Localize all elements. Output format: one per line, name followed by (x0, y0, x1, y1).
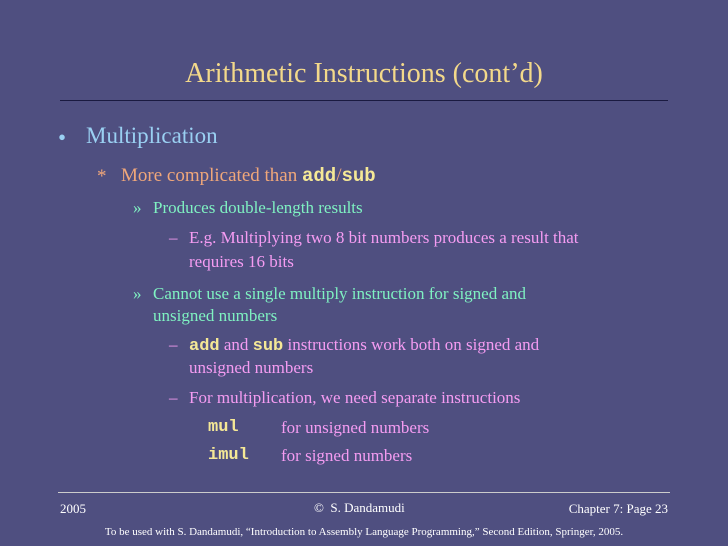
bullet-marker: » (133, 198, 142, 217)
bullet-marker: » (133, 284, 142, 303)
bullet-more-complicated (121, 165, 376, 187)
code-add: add (301, 165, 337, 187)
slide-title: Arithmetic Instructions (cont’d) (185, 58, 543, 89)
bullet-add-sub-line2: unsigned numbers (189, 358, 314, 377)
bullet-cannot-use-line2: unsigned numbers (153, 306, 278, 325)
copyright-icon: © (314, 500, 324, 515)
bullet-text: and (219, 335, 253, 354)
footer-author (314, 500, 405, 516)
bullet-marker: * (97, 166, 107, 187)
footer-note: To be used with S. Dandamudi, “Introduction to Assembly Language Programming,” Second Edition, Springer, 2005. (104, 526, 624, 538)
bullet-text: instructions work both on signed and (283, 335, 540, 354)
bullet-cannot-use-line1: Cannot use a single multiply instruction for signed and (153, 284, 527, 303)
code-sub: sub (341, 165, 376, 187)
bullet-multiplication: Multiplication (86, 123, 218, 148)
bullet-separate-instructions: For multiplication, we need separate instructions (189, 388, 521, 407)
code-sub: sub (252, 337, 284, 356)
bullet-add-sub-line1 (189, 335, 539, 356)
code-imul: imul (208, 446, 249, 465)
bullet-text: More complicated than (121, 165, 302, 186)
code-mul: mul (208, 418, 239, 437)
bullet-marker: • (58, 125, 67, 150)
title-divider (60, 100, 668, 101)
author-name: S. Dandamudi (330, 500, 405, 515)
code-add: add (189, 337, 220, 356)
slash: / (336, 165, 342, 186)
bullet-marker: – (169, 388, 178, 407)
footer-divider (58, 492, 670, 493)
bullet-marker: – (169, 228, 178, 247)
footer-year: 2005 (60, 501, 86, 516)
imul-description: for signed numbers (281, 446, 413, 465)
footer-page-number: Chapter 7: Page 23 (568, 501, 668, 516)
bullet-double-length: Produces double-length results (153, 198, 363, 217)
bullet-marker: – (169, 335, 178, 354)
bullet-example-line1: E.g. Multiplying two 8 bit numbers produces a result that (189, 228, 579, 247)
mul-description: for unsigned numbers (281, 418, 430, 437)
bullet-example-line2: requires 16 bits (189, 252, 294, 271)
